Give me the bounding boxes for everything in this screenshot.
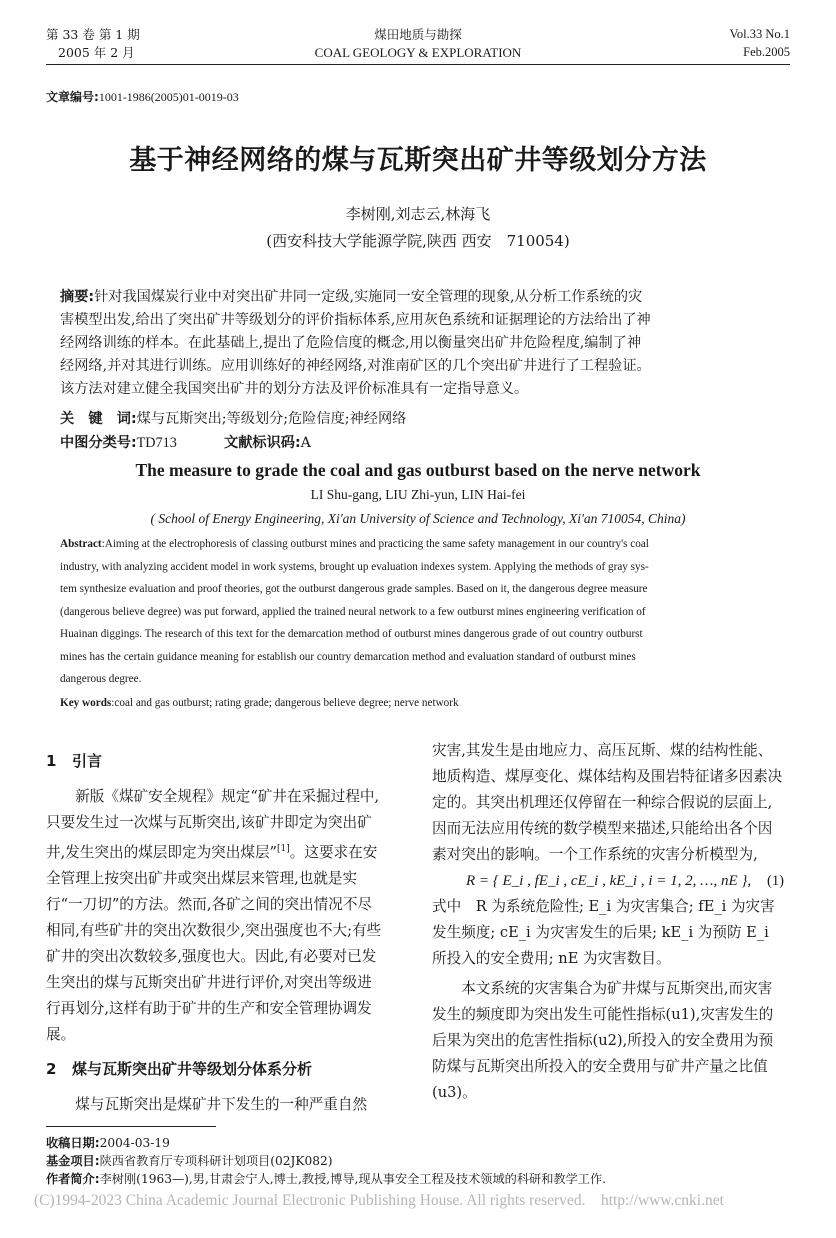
journal-name-en: COAL GEOLOGY & EXPLORATION [314, 45, 522, 60]
right-paragraph-3: 本文系统的灾害集合为矿井煤与瓦斯突出,而灾害发生的频度即为突出发生可能性指标(u1),灾害发生的后果为突出的危害性指标(u2),所投入的安全费用为预防煤与瓦斯突出所投入的安全费用与矿井产量之比值(u3)。 [432, 980, 774, 1101]
abstract-en-line: Huainan diggings. The research of this text for the demarcation method of outburst mines dangerous grade of out country outburst [60, 628, 643, 640]
section-2-heading [46, 1056, 384, 1082]
abstract-en-label: Abstract [60, 538, 102, 550]
footnotes [46, 1134, 790, 1188]
section-1-heading [46, 748, 384, 774]
received-label: 收稿日期: [46, 1136, 100, 1150]
right-paragraph-2: 式中 R 为系统危险性; E_i 为灾害集合; fE_i 为灾害发生频度; cE_i 为灾害发生的后果; kE_i 为预防 E_i 所投入的安全费用; nE 为灾害数目。 [432, 898, 775, 967]
fund-value: 陕西省教育厅专项科研计划项目(02JK082) [99, 1154, 333, 1168]
volume-issue-cn: 第 33 卷 第 1 期 [46, 27, 140, 42]
article-number-value: 1001-1986(2005)01-0019-03 [98, 90, 239, 104]
abstract-cn-line: 经网络,并对其进行训练。应用训练好的神经网络,对淮南矿区的几个突出矿井进行了工程验证。 [60, 358, 651, 374]
section-2-paragraph: 煤与瓦斯突出是煤矿井下发生的一种严重自然 [75, 1095, 368, 1113]
formula-1 [432, 868, 784, 894]
abstract-en [60, 533, 760, 691]
abstract-en-line: industry, with analyzing accident model in work systems, brought up evaluation indexes system. Applying the methods of gray sys- [60, 560, 649, 573]
keywords-cn-value: 煤与瓦斯突出;等级划分;危险信度;神经网络 [136, 411, 407, 427]
abstract-cn-line: 经网络训练的样本。在此基础上,提出了危险信度的概念,用以衡量突出矿井危险程度,编制了神 [60, 335, 642, 351]
formula-number: (1) [766, 873, 784, 889]
clc-label: 中图分类号: [60, 435, 137, 451]
header-rule [46, 64, 790, 65]
title-cn: 基于神经网络的煤与瓦斯突出矿井等级划分方法 [129, 145, 707, 176]
abstract-cn-label: 摘要: [60, 289, 95, 305]
document-code [224, 432, 311, 455]
intro-text-end: 。这要求在安全管理上按突出矿井或突出煤层来管理,也就是实行“一刀切”的方法。然而,各矿之间的突出情况不尽相同,有些矿井的突出次数很少,突出强度也不大;有些矿井的突出次数较多,强度也大。因此,有必要对已发生突出的煤与瓦斯突出矿井进行评价,对突出等级进行再划分,这样有助于矿井的生产和安全管理协调发展。 [46, 843, 382, 1043]
abstract-cn-line: 针对我国煤炭行业中对突出矿井同一定级,实施同一安全管理的现象,从分析工作系统的灾 [94, 289, 643, 305]
fund-label: 基金项目: [46, 1154, 100, 1168]
author-bio-label: 作者简介: [46, 1172, 100, 1186]
abstract-cn-line: 害模型出发,给出了突出矿井等级划分的评价指标体系,应用灰色系统和证据理论的方法给出了神 [60, 312, 651, 328]
article-number-label: 文章编号: [46, 90, 99, 104]
volume-issue-en: Vol.33 No.1 [729, 27, 790, 41]
doc-code-label: 文献标识码: [224, 435, 301, 451]
keywords-en [60, 692, 760, 715]
doc-code-value: A [300, 435, 311, 451]
clc-number [60, 432, 177, 455]
abstract-en-line: dangerous degree. [60, 673, 142, 685]
section-2-title: 煤与瓦斯突出矿井等级划分体系分析 [72, 1059, 313, 1078]
abstract-cn-line: 该方法对建立健全我国突出矿井的划分方法及评价标准具有一定指导意义。 [60, 381, 529, 397]
received-date: 2004-03-19 [99, 1136, 170, 1150]
citation-1: [1] [277, 844, 290, 854]
clc-value: TD713 [136, 435, 177, 451]
date-en: Feb.2005 [743, 45, 790, 59]
right-column [432, 738, 784, 1106]
authors-en: LI Shu-gang, LIU Zhi-yun, LIN Hai-fei [310, 487, 526, 502]
left-column [46, 748, 384, 1118]
section-2-number: 2 [46, 1059, 57, 1078]
abstract-cn [60, 286, 760, 401]
copyright-watermark: (C)1994-2023 China Academic Journal Electronic Publishing House. All rights reserved. http://www.cnki.net [34, 1192, 724, 1209]
journal-name-cn: 煤田地质与勘探 [374, 27, 462, 42]
abstract-en-line: :Aiming at the electrophoresis of classing outburst mines and practicing the same safety management in our country's coal [101, 538, 649, 550]
abstract-en-line: tem synthesize evaluation and proof theories, got the outburst dangerous grade samples. Based on it, the dangerous degree measure [60, 583, 648, 595]
date-cn: 2005 年 2 月 [58, 45, 135, 60]
right-paragraph-1: 灾害,其发生是由地应力、高压瓦斯、煤的结构性能、地质构造、煤厚变化、煤体结构及围岩特征诸多因素决定的。其突出机理还仅停留在一种综合假说的层面上,因而无法应用传统的数学模型来描述,只能给出各个因素对突出的影响。一个工作系统的灾害分析模型为, [432, 742, 783, 863]
authors-cn: 李树刚,刘志云,林海飞 [345, 205, 491, 223]
formula-expression: R = { E_i , fE_i , cE_i , kE_i , i = 1, 2, …, nE }, [466, 873, 752, 889]
intro-text: 新版《煤矿安全规程》规定“矿井在采掘过程中,只要发生过一次煤与瓦斯突出,该矿井即定为突出矿井,发生突出的煤层即定为突出煤层” [46, 788, 380, 861]
article-number [46, 88, 239, 105]
section-1-number: 1 [46, 752, 57, 770]
author-bio: 李树刚(1963—),男,甘肃会宁人,博士,教授,博导,现从事安全工程及技术领域的科研和教学工作. [99, 1172, 607, 1186]
title-en: The measure to grade the coal and gas outburst based on the nerve network [135, 460, 701, 480]
keywords-en-value: :coal and gas outburst; rating grade; dangerous believe degree; nerve network [111, 697, 459, 709]
abstract-en-line: mines has the certain guidance meaning for establish our country demarcation method and evaluation standard of outburst mines [60, 650, 636, 663]
footnote-rule [46, 1126, 216, 1127]
affiliation-en: ( School of Energy Engineering, Xi'an University of Science and Technology, Xi'an 710054, China) [150, 511, 686, 526]
section-1-title: 引言 [72, 752, 103, 770]
intro-paragraph [46, 784, 384, 1048]
keywords-cn-label: 关 键 词: [60, 411, 137, 427]
keywords-en-label: Key words [60, 697, 112, 709]
keywords-cn [60, 408, 406, 431]
abstract-en-line: (dangerous believe degree) was put forward, applied the trained neural network to a few outburst mines engineering verification of [60, 605, 646, 618]
affiliation-cn: (西安科技大学能源学院,陕西 西安 710054) [266, 232, 570, 250]
